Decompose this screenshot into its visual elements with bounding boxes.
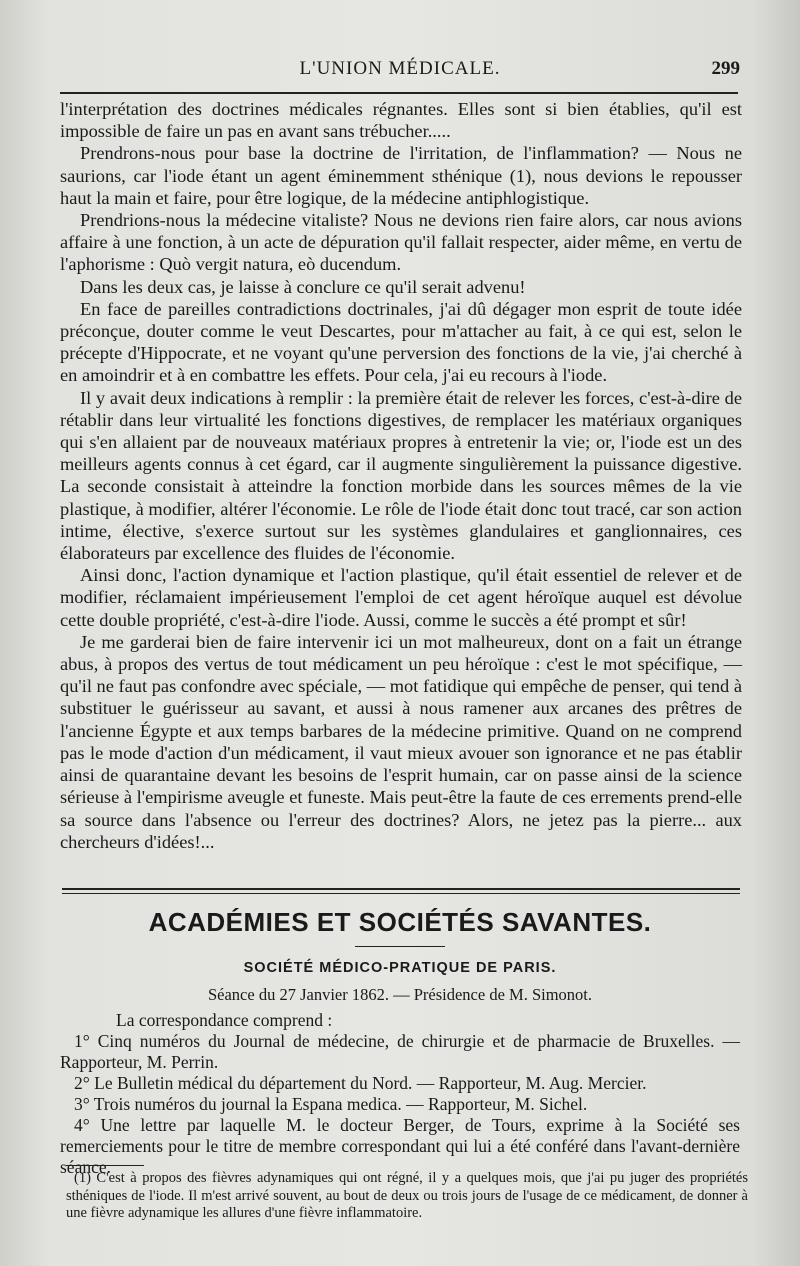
list-item: 3° Trois numéros du journal la Espana medica. — Rapporteur, M. Sichel. (74, 1094, 588, 1114)
paragraph: En face de pareilles contradictions doctrinales, j'ai dû dégager mon esprit de toute idée préconçue, douter comme le veut Descartes, pour m'attacher au fait, à ce qui est, selon le précepte d'Hippocrate, et ne voyant qu'une perversion des fonctions de la vie, j'ai cherché à en amoindrir et à en combattre les effets. Pour cela, j'ai eu recours à l'iode. (60, 298, 742, 386)
title-underline (355, 946, 445, 947)
section-title: ACADÉMIES ET SOCIÉTÉS SAVANTES. (148, 907, 652, 937)
footnote-rule (66, 1165, 144, 1166)
section-divider (62, 888, 740, 890)
session-line: Séance du 27 Janvier 1862. — Présidence de M. Simonot. (207, 985, 592, 1004)
paragraph: Prendrions-nous la médecine vitaliste? Nous ne devions rien faire alors, car nous avions affaire à une fonction, à un acte de dépuration qu'il fallait respecter, aider même, en vertu de l'aphorisme : Quò vergit natura, eò ducendum. (60, 210, 742, 275)
paragraph: l'interprétation des doctrines médicales régnantes. Elles sont si bien établies, qu'il est impossible de faire un pas en avant sans trébucher..... (60, 99, 742, 142)
section-divider-thin (62, 893, 740, 894)
header-rule (60, 92, 738, 94)
paragraph: Je me garderai bien de faire intervenir ici un mot malheureux, dont on a fait un étrange abus, à propos des vertus de tout médicament un peu héroïque : c'est le mot spécifique, — qu'il ne faut pas confondre avec spéciale, — mot fatidique qui empêche de penser, qui tend à substituer le guérisseur au savant, et aussi à nous ramener aux arcanes des prêtres de l'ancienne Égypte et aux temps barbares de la médecine primitive. Quand on ne comprend pas le mode d'action d'un médicament, il vaut mieux avouer son ignorance et ne pas établir ainsi de quarantaine devant les besoins de l'esprit humain, car on passe ainsi de la science sérieuse à l'empirisme aveugle et funeste. Mais peut-être la faute de ces errements prend-elle sa source dans l'absence ou l'erreur des doctrines? Alors, ne jetez pas la pierre... aux chercheurs d'idées!... (60, 631, 742, 852)
page-number: 299 (711, 58, 740, 79)
paragraph: Prendrons-nous pour base la doctrine de l'irritation, de l'inflammation? — Nous ne saurions, car l'iode étant un agent éminemment sthénique (1), nous devions le repousser haut la main et faire, pour être logique, de la médecine antiphlogistique. (60, 143, 742, 208)
society-name: SOCIÉTÉ MÉDICO-PRATIQUE DE PARIS. (243, 960, 557, 976)
correspondence-intro: La correspondance comprend : (116, 1010, 333, 1030)
list-item: 1° Cinq numéros du Journal de médecine, de chirurgie et de pharmacie de Bruxelles. — Rapporteur, M. Perrin. (60, 1031, 740, 1072)
footnote (66, 1170, 748, 1223)
list-item: 4° Une lettre par laquelle M. le docteur Berger, de Tours, exprime à la Société ses remerciements pour le titre de membre correspondant qui lui a été conféré dans l'avant-dernière séance. (60, 1115, 740, 1177)
correspondence-list (60, 1010, 740, 1178)
paragraph: Il y avait deux indications à remplir : la première était de relever les forces, c'est-à-dire de rétablir dans leur virtualité les fonctions digestives, de remplacer les matériaux organiques qui s'en allaient par de nouveaux matériaux propres à entretenir la vie; or, l'iode est un des meilleurs agents connus à cet égard, car il augmente singulièrement la puissance digestive. La seconde consistait à atteindre la fonction morbide dans les sources mêmes de la vie plastique, à modifier, altérer l'économie. Le rôle de l'iode était donc tout tracé, car son action intime, élective, s'exerce surtout sur les systèmes glandulaires et ganglionnaires, ces élaborateurs par excellence des fluides de l'économie. (60, 387, 742, 564)
paragraph: Ainsi donc, l'action dynamique et l'action plastique, qu'il était essentiel de relever et de modifier, réclamaient impérieusement l'emploi de cet agent héroïque auquel est dévolue cette double propriété, c'est-à-dire l'iode. Aussi, comme le succès a été prompt et sûr! (60, 565, 742, 630)
paragraph: Dans les deux cas, je laisse à conclure ce qu'il serait advenu! (80, 276, 526, 297)
journal-title: L'UNION MÉDICALE. (299, 58, 501, 79)
footnote-text: (1) C'est à propos des fièvres adynamiques qui ont régné, il y a quelques mois, que j'ai pu juger des propriétés sthéniques de l'iode. Il m'est arrivé souvent, au bout de deux ou trois jours de l'usage de ce médicament, de donner à une fièvre adynamique les allures d'une fièvre inflammatoire. (66, 1170, 748, 1221)
list-item: 2° Le Bulletin médical du département du Nord. — Rapporteur, M. Aug. Mercier. (74, 1073, 647, 1093)
running-header (60, 58, 740, 84)
article-body (60, 98, 742, 853)
